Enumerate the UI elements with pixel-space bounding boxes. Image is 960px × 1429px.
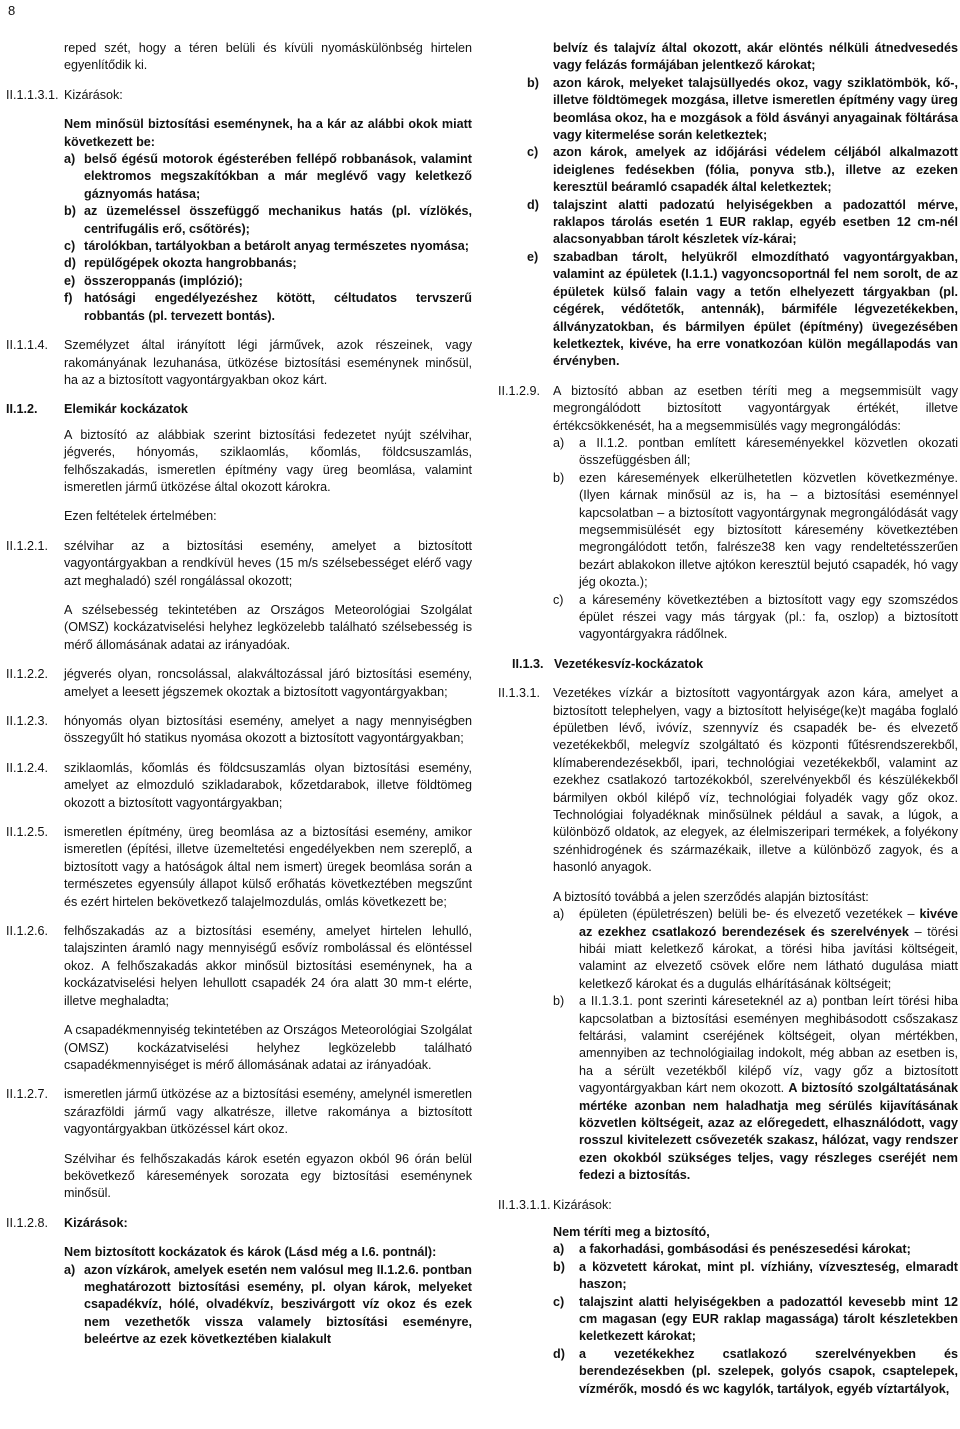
section-II-1-2-8 <box>6 1215 472 1349</box>
section-text: A szélsebesség tekintetében az Országos Meteorológiai Szolgálat (OMSZ) kockázatviselési helyhez legközelebb található szélsebesség is mérő állomásának adatai az irányadóak. <box>64 602 472 652</box>
exclusion-list <box>498 1241 958 1398</box>
section-title: Kizárások: <box>64 87 123 102</box>
section-II-1-2 <box>6 401 472 418</box>
coverage-list <box>553 906 958 1185</box>
section-II-1-2-6 <box>6 923 472 1074</box>
section-text: ismeretlen jármű ütközése az a biztosítási esemény, amelynél ismeretlen szárazföldi jármű vagy alkatrésze, illetve rakománya a biztosított vagyontárgyakban ütközéssel kárt okoz. <box>64 1087 472 1137</box>
section-lead: Nem minősül biztosítási eseménynek, ha a kár az alábbi okok miatt következett be: <box>64 117 472 149</box>
section-lead: Nem biztosított kockázatok és károk (Lásd még a I.6. pontnál): <box>64 1245 437 1260</box>
list-item: a) azon vízkárok, amelyek esetén nem valósul meg II.1.2.6. pontban meghatározott biztosítási esemény, pl. olyan károk, melyeket csapadékvíz, hólé, olvadékvíz, beszivárgott víz okoz és ezek nem vezethetők vissza valamely biztosítási eseményre, beleértve az ezek következtében kialakult <box>64 1262 472 1347</box>
continued-exclusions <box>498 40 958 371</box>
section-text: Ezen feltételek értelmében: <box>64 509 217 524</box>
section-II-1-2-7 <box>6 1086 472 1202</box>
section-lead: A biztosító abban az esetben téríti meg a megsemmisült vagy megrongálódott biztosított vagyontárgyak értékét, illetve értékcsökkenését, ha a megsemmisülés vagy megrongálódás: <box>553 383 958 433</box>
list-item: b) a közvetett károkat, mint pl. vízhiány, vízveszteség, elmaradt haszon; <box>553 1259 958 1292</box>
list-item: a) a II.1.2. pontban említett káreseményekkel közvetlen okozati összefüggésben áll; <box>553 435 958 468</box>
continued-text: belvíz és talajvíz által okozott, akár elöntés nélküli átnedvesedés vagy felázás formájában jelentkező károkat; <box>553 41 958 73</box>
list-item: c) a káresemény következtében a biztosított vagy egy szomszédos épület részei vagy más tárgyak (pl.: fa, oszlop) a biztosított vagyontárgyakra rádőlnek. <box>553 592 958 642</box>
list-item: e) összeroppanás (implózió); <box>64 273 243 288</box>
section-title: Kizárások: <box>553 1197 612 1212</box>
list-item: c) tárolókban, tartályokban a betárolt anyag természetes nyomása; <box>64 239 469 254</box>
section-number: II.1.3. <box>512 656 544 671</box>
intro-paragraph: reped szét, hogy a téren belüli és kívüli nyomáskülönbség hirtelen egyenlítődik ki. <box>64 41 472 73</box>
section-title: Vezetékesvíz-kockázatok <box>554 656 704 671</box>
section-II-1-3-1-1 <box>498 1197 958 1214</box>
exclusion-list <box>64 151 472 325</box>
section-number: II.1.2.9. <box>498 383 541 398</box>
section-number: II.1.3.1. <box>498 686 541 701</box>
right-column <box>498 40 958 1398</box>
list-item: c) talajszint alatti helyiségekben a padozattól kevesebb mint 12 cm magasan (egy EUR raklap magassága) tárolt készletekben keletkezett károkat; <box>553 1294 958 1344</box>
list-item: d) repülőgépek okozta hangrobbanás; <box>64 256 297 271</box>
left-column <box>6 40 472 1361</box>
section-number: II.1.2.5. <box>6 825 49 840</box>
list-item: c) azon károk, amelyek az időjárási védelem céljából alkalmazott ideiglenes fedésekben (fólia, ponyva stb.), illetve az ezeken keresztül beáramló csapadék által keletkeztek; <box>527 145 958 195</box>
section-title: Elemikár kockázatok <box>64 402 188 417</box>
section-number: II.1.2.4. <box>6 760 49 775</box>
list-item: f) hatósági engedélyezéshez kötött, céltudatos tervszerű robbantás (pl. tervezett bontás). <box>64 291 472 323</box>
list-item: b) az üzemeléssel összefüggő mechanikus hatás (pl. vízlökés, centrifugális erő, csőtörés); <box>64 204 472 236</box>
list-item: d) a vezetékekhez csatlakozó szerelvényekben és berendezésekben (pl. szelepek, golyós csapok, csaptelepek, vízmérők, mosdó és wc kagylók, tartályok, egyéb víztartályok, <box>553 1346 958 1396</box>
section-lead: Nem téríti meg a biztosító, <box>553 1225 710 1239</box>
section-II-1-3-1 <box>498 685 958 1184</box>
list-item: d) talajszint alatti padozatú helyiségekben a padozattól mérve, raklapos tárolás esetén 1 EUR raklap, egyéb esetben 12 cm-nél alacsonyabban tárolt készletek víz-kárai; <box>527 197 958 247</box>
section-text: A biztosító az alábbiak szerint biztosítási fedezetet nyújt szélvihar, jégverés, hónyomás, sziklaomlás, kőomlás, földcsuszamlás, felhőszakadás, ismeretlen építmény vagy üreg beomlása, valamint ismeretlen jármű ütközése által okozott károkra. <box>64 427 472 494</box>
section-text: sziklaomlás, kőomlás és földcsuszamlás olyan biztosítási esemény, amelyet az elmozduló szikladarabok, kőzetdarabok, illetve földtömeg okozott a biztosított vagyontárgyakban; <box>64 760 472 810</box>
section-number: II.1.2.7. <box>6 1087 49 1102</box>
section-number: II.1.2.1. <box>6 538 49 553</box>
exclusion-list <box>472 75 958 371</box>
list-item: b) azon károk, melyeket talajsüllyedés okoz, vagy sziklatömbök, kő-, illetve földtömegek mozgása, illetve ismeretlen építmény vagy üreg beomlása okoz, ha e mozgások a föld ásványi anyagainak föltárása vagy kitermelése során keletkeztek; <box>527 75 958 143</box>
section-number: II.1.2.3. <box>6 714 49 728</box>
section-number: II.1.3.1.1. <box>498 1197 551 1212</box>
list-item: b) a II.1.3.1. pont szerinti káreseteknél az a) pontban leírt törési hiba kapcsolatban a biztosítási eseményen meghibásodott csőszakasz feltárási, valamint cseréjének költségeit, olyan mértékben, amennyiben az technológiailag indokolt, még abban az esetben is, ha a sérült vezetékből kilépő víz, vagy gőz a biztosított vagyontárgyakban kárt nem okozott. A biztosító szolgáltatásának mértéke azonban nem haladhatja meg sérülés kijavításának közvetlen költségeit, azaz az előregedett, elhasználódott, vagy rosszul kivitelezett csővezeték szakasz, hálózat, vagy rendszer ezen okokból szükséges teljes, vagy részleges cseréjét nem fedezi a biztosítás. <box>553 994 959 1183</box>
exclusions-block <box>498 1224 958 1398</box>
section-II-1-1-4 <box>6 337 472 389</box>
section-II-1-1-3-1 <box>6 87 472 325</box>
section-text: Szélvihar és felhőszakadás károk esetén egyazon okból 96 órán belül bekövetkező káresemények sorozata egy biztosítási eseménynek minősül. <box>64 1151 472 1201</box>
section-II-1-2-9 <box>498 383 958 644</box>
section-text: A csapadékmennyiség tekintetében az Országos Meteorológiai Szolgálat (OMSZ) kockázatviselési helyhez legközelebb található csapadékmennyiséget is mérő állomásának adatai az irányadóak. <box>64 1023 472 1072</box>
section-number: II.1.1.3.1. <box>6 87 59 102</box>
section-text: hónyomás olyan biztosítási esemény, amelyet a nagy mennyiségben összegyűlt hó statikus nyomása okozott a biztosított vagyontárgyakban; <box>64 714 472 746</box>
exclusion-list <box>64 1262 472 1349</box>
section-II-1-2-3 <box>6 713 472 748</box>
section-title: Kizárások: <box>64 1215 128 1230</box>
section-II-1-2-4 <box>6 760 472 812</box>
list-item: a) belső égésű motorok égésterében fellépő robbanások, valamint elektromos megszakítókban a már meglévő vagy keletkező gáznyomás hatása; <box>64 152 472 201</box>
section-number: II.1.2.8. <box>6 1215 49 1230</box>
section-II-1-2-5 <box>6 824 472 911</box>
list-item: e) szabadban tárolt, helyükről elmozdítható vagyontárgyakban, valamint az épületek (I.1.1.) vagyoncsoportnál fel nem sorolt, de az épületek külső falain vagy a tetőn elhelyezett tárgyakban (pl. cégérek, védőtetők, antennák), bármiféle légvezetékekben, állványzatokban, és bármilyen épület (építmény) üvegezésében keletkeztek, kivéve, ha erre vonatkozóan külön megállapodás van érvényben. <box>527 249 958 369</box>
page-number: 8 <box>8 3 16 18</box>
section-text: Vezetékes vízkár a biztosított vagyontárgyak azon kára, amelyet a biztosított telephelyen, vagy a biztosított helyisége(ke)t magába foglaló épületben lévő, ivóvíz, szennyvíz és csapadék be- és elvezető vezetékekből, melegvíz szolgáltató és központi fűtésrendszerekből, klímaberendezésekből, ipari, technológiai vezetékekből, valamint az ezekhez csatlakozó tartozékokból, szerelvényekből és készülékekből bármilyen okból kilépő víz, technológiai folyadék vagy gőz okoz. Technológiai folyadéknak minősülnek például a savak, a lúgok, a különböző oldatok, az elegyek, az élelmiszeripari termékek, a folyékony szénhidrogének és származékaik, illetve a különböző zagyok, és a hasonló anyagok. <box>553 686 958 875</box>
section-II-1-2-1 <box>6 538 472 654</box>
condition-list <box>553 435 958 644</box>
section-text: A biztosító továbbá a jelen szerződés alapján biztosítást: <box>553 889 869 904</box>
section-number: II.1.2. <box>6 402 38 417</box>
section-number: II.1.2.6. <box>6 924 49 939</box>
section-text: Személyzet által irányított légi járművek, azok részeinek, vagy rakományának lezuhanása, ütközése biztosítási eseménynek minősül, ha az a biztosított vagyontárgyakban okoz kárt. <box>64 338 472 387</box>
section-II-1-2-2 <box>6 666 472 701</box>
section-text: felhőszakadás az a biztosítási esemény, amelyet hirtelen lehulló, talajszinten áramló nagy mennyiségű esővíz rombolással és elöntéssel okoz. A felhőszakadás akkor minősül biztosítási eseménynek, ha a kockázatviselési helyen lehullott csapadék 24 óra alatt 30 mm-t elérte, illetve meghaladta; <box>64 924 472 1008</box>
list-item: a) épületen (épületrészen) belüli be- és elvezető vezetékek – kivéve az ezekhez csatlakozó berendezések és szerelvények – törési hibái miatt keletkező károkat, a törési hiba javítási költségeit, valamint az elvezető csövek előre nem látható dugulása miatt keletkező károkat és a dugulás elhárításának költségeit; <box>553 907 958 991</box>
section-text: jégverés olyan, roncsolással, alakváltozással járó biztosítási esemény, amelyet a leesett jégszemek okoztak a biztosított vagyontárgyakban; <box>64 667 472 699</box>
section-number: II.1.1.4. <box>6 338 49 353</box>
section-number: II.1.2.2. <box>6 667 49 682</box>
list-item: b) ezen káresemények elkerülhetetlen közvetlen következménye. (Ilyen kárnak minősül az is, ha – a biztosítási eseménnyel kapcsolatban – a biztosított vagyontárgynak megrongálódását vagy megsemmisülését egy biztosított káresemény következtében megrongálódott tetőn, falrésze38 ken vagy rendeltetésszerűen bezárt ablakokon illetve ajtókon keresztül bejutó csapadék, hó vagy jég okozta.); <box>553 470 958 590</box>
section-II-1-3 <box>498 656 958 673</box>
list-item: a) a fakorhadási, gombásodási és penészesedési károkat; <box>553 1242 911 1257</box>
section-text: ismeretlen építmény, üreg beomlása az a biztosítási esemény, amikor ismeretlen (építési, illetve üzemeltetési engedélyekben nem szereplő, a biztosított vagy a hatóságok által nem ismert) üregek beomlása során a természetes egyensúly állapot külső erőhatás következtében megszűnt és ezért hirtelen bekövetkező talajelmozdulás, omlás következett be; <box>64 825 472 909</box>
section-text: szélvihar az a biztosítási esemény, amelyet a biztosított vagyontárgyakban a rendkívül heves (15 m/s szélsebességet elérő vagy azt meghaladó) szél rongálással okozott; <box>64 538 472 588</box>
